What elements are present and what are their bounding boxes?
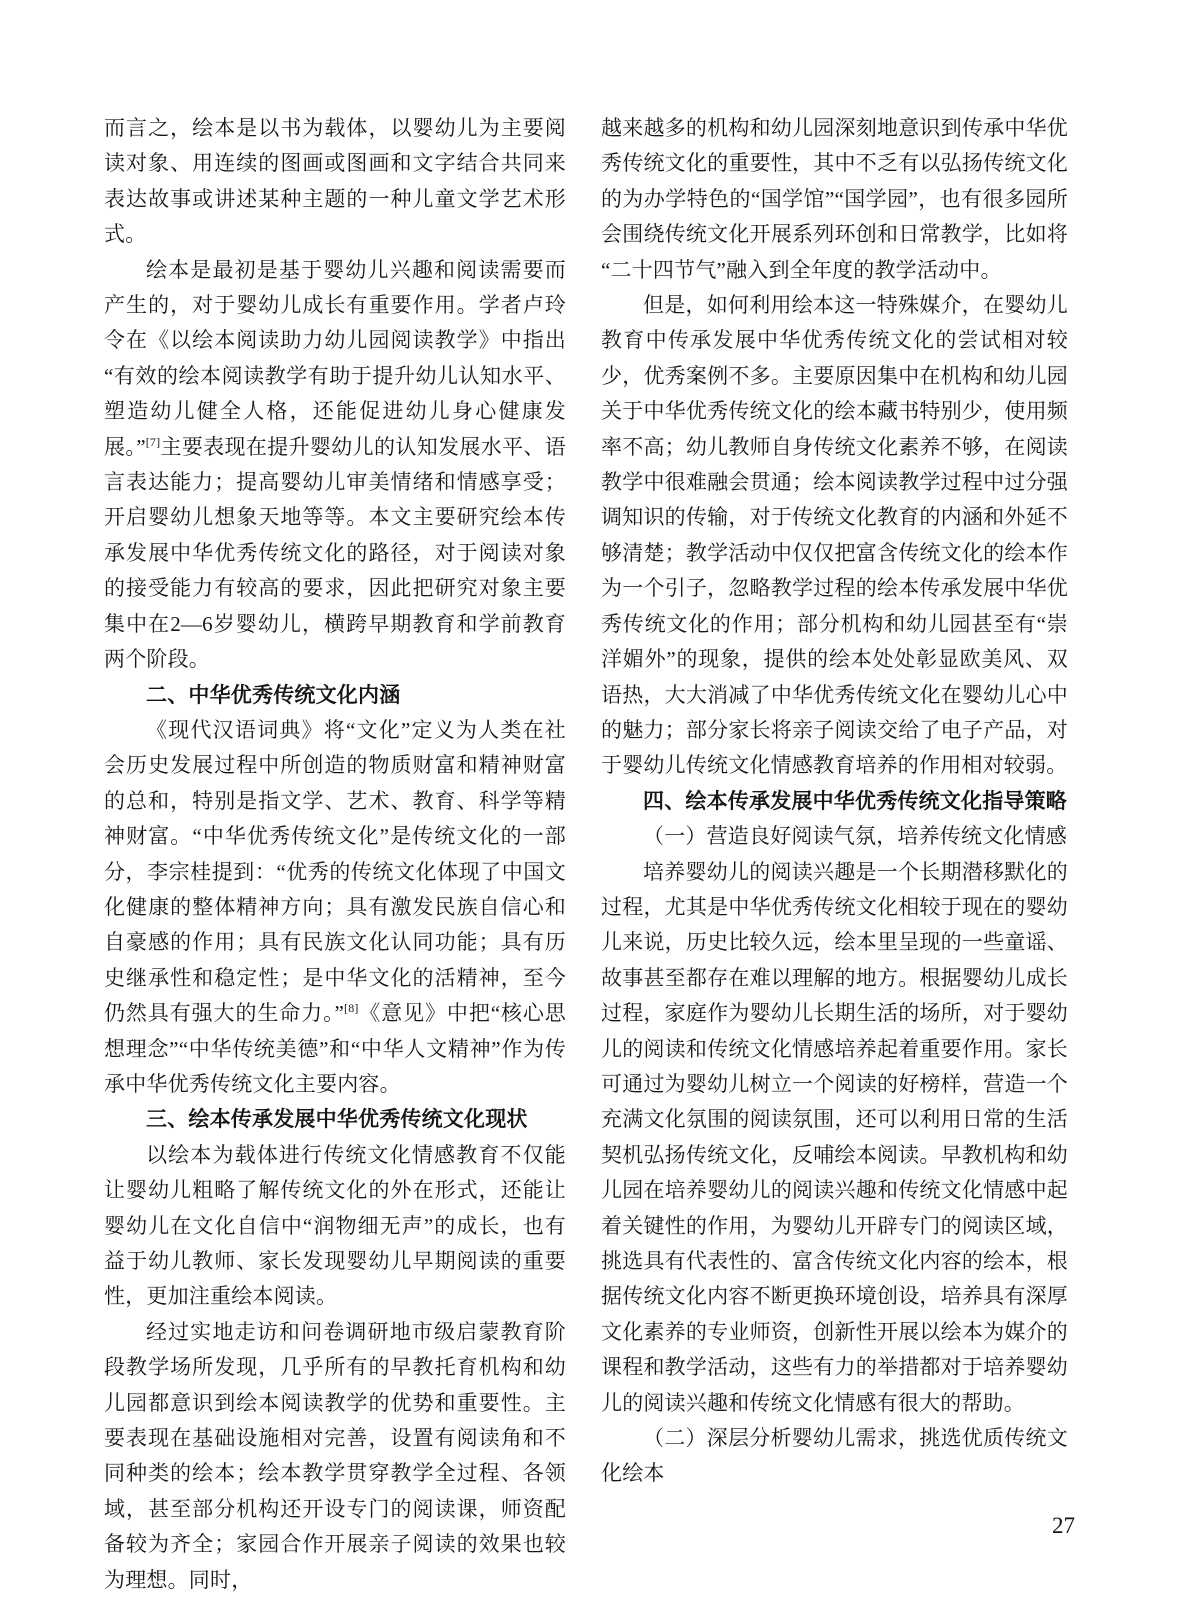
paragraph [601, 855, 1068, 1422]
left-column [104, 111, 566, 1598]
paragraph [104, 253, 566, 678]
paragraph [104, 1138, 566, 1315]
text-run: 主要表现在提升婴幼儿的认知发展水平、语言表达能力；提高婴幼儿审美情绪和情感享受；开启婴幼儿想象天地等等。本文主要研究绘本传承发展中华优秀传统文化的路径，对于阅读对象的接受能力有较高的要求，因此把研究对象主要集中在2—6岁婴幼儿，横跨早期教育和学前教育两个阶段。 [104, 434, 566, 672]
text-run: （一）营造良好阅读气氛，培养传统文化情感 [643, 824, 1067, 849]
citation-ref: [8] [344, 1001, 359, 1016]
section-heading [104, 678, 566, 713]
text-run: 以绘本为载体进行传统文化情感教育不仅能让婴幼儿粗略了解传统文化的外在形式，还能让婴幼儿在文化自信中“润物细无声”的成长，也有益于幼儿教师、家长发现婴幼儿早期阅读的重要性，更加注重绘本阅读。 [104, 1142, 566, 1309]
section-heading [104, 1102, 566, 1137]
paragraph [601, 288, 1068, 784]
text-run: 但是，如何利用绘本这一特殊媒介，在婴幼儿教育中传承发展中华优秀传统文化的尝试相对较少，优秀案例不多。主要原因集中在机构和幼儿园关于中华优秀传统文化的绘本藏书特别少，使用频率不高；幼儿教师自身传统文化素养不够，在阅读教学中很难融会贯通；绘本阅读教学过程中过分强调知识的传输，对于传统文化教育的内涵和外延不够清楚；教学活动中仅仅把富含传统文化的绘本作为一个引子，忽略教学过程的绘本传承发展中华优秀传统文化的作用；部分机构和幼儿园甚至有“崇洋媚外”的现象，提供的绘本处处彰显欧美风、双语热，大大消减了中华优秀传统文化在婴幼儿心中的魅力；部分家长将亲子阅读交给了电子产品，对于婴幼儿传统文化情感教育培养的作用相对较弱。 [601, 293, 1068, 778]
right-column [601, 111, 1068, 1598]
subsection-heading [601, 819, 1068, 854]
text-run: 绘本是最初是基于婴幼儿兴趣和阅读需要而产生的，对于婴幼儿成长有重要作用。学者卢玲令在《以绘本阅读助力幼儿园阅读教学》中指出“有效的绘本阅读教学有助于提升幼儿认知水平、塑造幼儿健全人格，还能促进幼儿身心健康发展。” [104, 257, 566, 459]
paragraph [104, 111, 566, 253]
text-run: 三、绘本传承发展中华优秀传统文化现状 [146, 1108, 528, 1132]
page-number: 27 [1052, 1513, 1075, 1538]
subsection-heading [601, 1421, 1068, 1492]
text-run: 培养婴幼儿的阅读兴趣是一个长期潜移默化的过程，尤其是中华优秀传统文化相较于现在的婴幼儿来说，历史比较久远，绘本里呈现的一些童谣、故事甚至都存在难以理解的地方。根据婴幼儿成长过程，家庭作为婴幼儿长期生活的场所，对于婴幼儿的阅读和传统文化情感培养起着重要作用。家长可通过为婴幼儿树立一个阅读的好榜样，营造一个充满文化氛围的阅读氛围，还可以利用日常的生活契机弘扬传统文化，反哺绘本阅读。早教机构和幼儿园在培养婴幼儿的阅读兴趣和传统文化情感中起着关键性的作用，为婴幼儿开辟专门的阅读区域，挑选具有代表性的、富含传统文化内容的绘本，根据传统文化内容不断更换环境创设，培养具有深厚文化素养的专业师资，创新性开展以绘本为媒介的课程和教学活动，这些有力的举措都对于培养婴幼儿的阅读兴趣和传统文化情感有很大的帮助。 [601, 859, 1068, 1415]
text-run: 《现代汉语词典》将“文化”定义为人类在社会历史发展过程中所创造的物质财富和精神财富的总和，特别是指文学、艺术、教育、科学等精神财富。“中华优秀传统文化”是传统文化的一部分，李宗桂提到：“优秀的传统文化体现了中国文化健康的整体精神方向；具有激发民族自信心和自豪感的作用；具有民族文化认同功能；具有历史继承性和稳定性；是中华文化的活精神，至今仍然具有强大的生命力。” [104, 717, 566, 1026]
citation-ref: [7] [145, 434, 161, 449]
text-run: 二、中华优秀传统文化内涵 [146, 683, 401, 707]
page-body [104, 111, 1068, 1598]
paragraph [104, 713, 566, 1102]
text-run: 越来越多的机构和幼儿园深刻地意识到传承中华优秀传统文化的重要性，其中不乏有以弘扬传统文化的为办学特色的“国学馆”“国学园”，也有很多园所会围绕传统文化开展系列环创和日常教学，比如将“二十四节气”融入到全年度的教学活动中。 [601, 116, 1068, 282]
paragraph [104, 1315, 566, 1598]
text-run: 经过实地走访和问卷调研地市级启蒙教育阶段教学场所发现，几乎所有的早教托育机构和幼儿园都意识到绘本阅读教学的优势和重要性。主要表现在基础设施相对完善，设置有阅读角和不同种类的绘本；绘本教学贯穿教学全过程、各领域，甚至部分机构还开设专门的阅读课，师资配备较为齐全；家园合作开展亲子阅读的效果也较为理想。同时， [104, 1319, 566, 1592]
paragraph [601, 111, 1068, 288]
text-run: 《意见》中把“核心思想理念”“中华传统美德”和“中华人文精神”作为传承中华优秀传统文化主要内容。 [104, 1001, 566, 1096]
text-run: 而言之，绘本是以书为载体，以婴幼儿为主要阅读对象、用连续的图画或图画和文字结合共同来表达故事或讲述某种主题的一种儿童文学艺术形式。 [104, 116, 566, 247]
section-heading [601, 784, 1068, 819]
text-run: （二）深层分析婴幼儿需求，挑选优质传统文化绘本 [601, 1426, 1068, 1486]
text-run: 四、绘本传承发展中华优秀传统文化指导策略 [643, 789, 1067, 813]
